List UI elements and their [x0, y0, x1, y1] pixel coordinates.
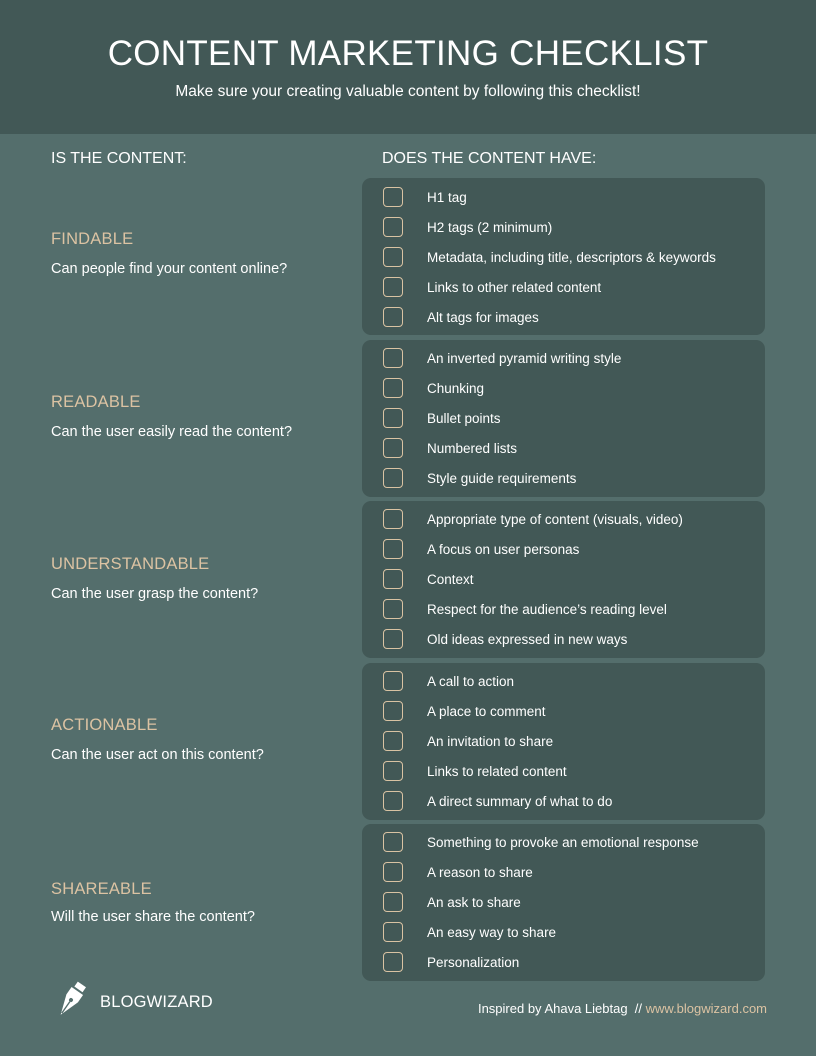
item-label: Numbered lists — [427, 440, 518, 456]
section-name: ACTIONABLE — [51, 716, 158, 734]
checkbox[interactable] — [383, 247, 403, 267]
checkbox[interactable] — [383, 922, 403, 942]
checklist-item[interactable] — [362, 242, 765, 272]
checkbox[interactable] — [383, 438, 403, 458]
checklist-item[interactable] — [362, 947, 765, 977]
checklist-item[interactable] — [362, 212, 765, 242]
checklist-item[interactable] — [362, 182, 765, 212]
checklist-card-findable — [362, 178, 765, 335]
checkbox[interactable] — [383, 832, 403, 852]
section-question: Can the user easily read the content? — [51, 424, 293, 440]
checkbox[interactable] — [383, 671, 403, 691]
checklist-item[interactable] — [362, 403, 765, 433]
item-label: A reason to share — [427, 864, 533, 880]
footer-credit — [478, 1001, 767, 1016]
checkbox[interactable] — [383, 307, 403, 327]
checklist-item[interactable] — [362, 463, 765, 493]
section-name: UNDERSTANDABLE — [51, 555, 210, 573]
item-label: Old ideas expressed in new ways — [427, 631, 628, 647]
checklist-item[interactable] — [362, 887, 765, 917]
checklist-item[interactable] — [362, 343, 765, 373]
checklist-card-readable — [362, 340, 765, 497]
checklist-item[interactable] — [362, 827, 765, 857]
checklist-item[interactable] — [362, 564, 765, 594]
section-label-shareable — [51, 880, 351, 925]
website-link[interactable]: www.blogwizard.com — [645, 1001, 767, 1016]
section-label-findable — [51, 230, 351, 277]
checklist-item[interactable] — [362, 696, 765, 726]
checklist-item[interactable] — [362, 756, 765, 786]
section-label-readable — [51, 393, 351, 440]
checklist-item[interactable] — [362, 504, 765, 534]
checkbox[interactable] — [383, 791, 403, 811]
section-question: Can the user grasp the content? — [51, 586, 259, 602]
page-subtitle: Make sure your creating valuable content by following this checklist! — [175, 83, 641, 100]
section-label-actionable — [51, 716, 351, 763]
checkbox[interactable] — [383, 701, 403, 721]
checkbox[interactable] — [383, 862, 403, 882]
section-name: SHAREABLE — [51, 880, 152, 898]
checklist-item[interactable] — [362, 373, 765, 403]
item-label: H2 tags (2 minimum) — [427, 219, 553, 235]
checklist-item[interactable] — [362, 726, 765, 756]
checkbox[interactable] — [383, 277, 403, 297]
item-label: Style guide requirements — [427, 470, 577, 486]
brand-name: BLOGWIZARD — [100, 993, 213, 1011]
item-label: Metadata, including title, descriptors & keywords — [427, 249, 716, 265]
section-question: Can the user act on this content? — [51, 747, 264, 763]
section-question: Can people find your content online? — [51, 261, 288, 277]
item-label: Appropriate type of content (visuals, video) — [427, 511, 683, 527]
right-column-heading: DOES THE CONTENT HAVE: — [382, 150, 597, 167]
checkbox[interactable] — [383, 468, 403, 488]
checkbox[interactable] — [383, 509, 403, 529]
checklist-item[interactable] — [362, 624, 765, 654]
checkbox[interactable] — [383, 539, 403, 559]
checkbox[interactable] — [383, 761, 403, 781]
checklist-item[interactable] — [362, 272, 765, 302]
checkbox[interactable] — [383, 629, 403, 649]
item-label: A place to comment — [427, 703, 546, 719]
item-label: Context — [427, 571, 474, 587]
fountain-pen-nib-icon — [51, 980, 91, 1025]
section-name: READABLE — [51, 393, 141, 411]
item-label: Chunking — [427, 380, 485, 396]
checklist-card-shareable — [362, 824, 765, 981]
item-label: H1 tag — [427, 189, 467, 205]
section-label-understandable — [51, 555, 351, 602]
item-label: Alt tags for images — [427, 309, 539, 325]
checkbox[interactable] — [383, 348, 403, 368]
item-label: An inverted pyramid writing style — [427, 350, 622, 366]
checkbox[interactable] — [383, 408, 403, 428]
checklist-item[interactable] — [362, 666, 765, 696]
section-question: Will the user share the content? — [51, 909, 255, 925]
item-label: Links to other related content — [427, 279, 602, 295]
header — [0, 0, 816, 134]
item-label: Respect for the audience’s reading level — [427, 601, 667, 617]
item-label: Links to related content — [427, 763, 567, 779]
left-column-heading: IS THE CONTENT: — [51, 150, 187, 167]
checklist-item[interactable] — [362, 302, 765, 332]
checklist-item[interactable] — [362, 594, 765, 624]
item-label: A focus on user personas — [427, 541, 580, 557]
item-label: An ask to share — [427, 894, 521, 910]
checkbox[interactable] — [383, 217, 403, 237]
checklist-item[interactable] — [362, 857, 765, 887]
page-title: CONTENT MARKETING CHECKLIST — [107, 34, 709, 73]
brand-logo — [51, 980, 213, 1025]
item-label: Personalization — [427, 954, 520, 970]
checkbox[interactable] — [383, 599, 403, 619]
checkbox[interactable] — [383, 892, 403, 912]
checkbox[interactable] — [383, 731, 403, 751]
checklist-item[interactable] — [362, 786, 765, 816]
item-label: An easy way to share — [427, 924, 557, 940]
item-label: Bullet points — [427, 410, 501, 426]
item-label: A direct summary of what to do — [427, 793, 613, 809]
checkbox[interactable] — [383, 378, 403, 398]
section-name: FINDABLE — [51, 230, 134, 248]
checklist-item[interactable] — [362, 917, 765, 947]
checklist-card-actionable — [362, 663, 765, 820]
checklist-card-understandable — [362, 501, 765, 658]
checklist-item[interactable] — [362, 433, 765, 463]
item-label: Something to provoke an emotional response — [427, 834, 699, 850]
checklist-item[interactable] — [362, 534, 765, 564]
checkbox[interactable] — [383, 952, 403, 972]
checkbox[interactable] — [383, 569, 403, 589]
item-label: A call to action — [427, 673, 515, 689]
credit-text: Inspired by Ahava Liebtag // — [477, 1001, 646, 1016]
item-label: An invitation to share — [427, 733, 554, 749]
checkbox[interactable] — [383, 187, 403, 207]
